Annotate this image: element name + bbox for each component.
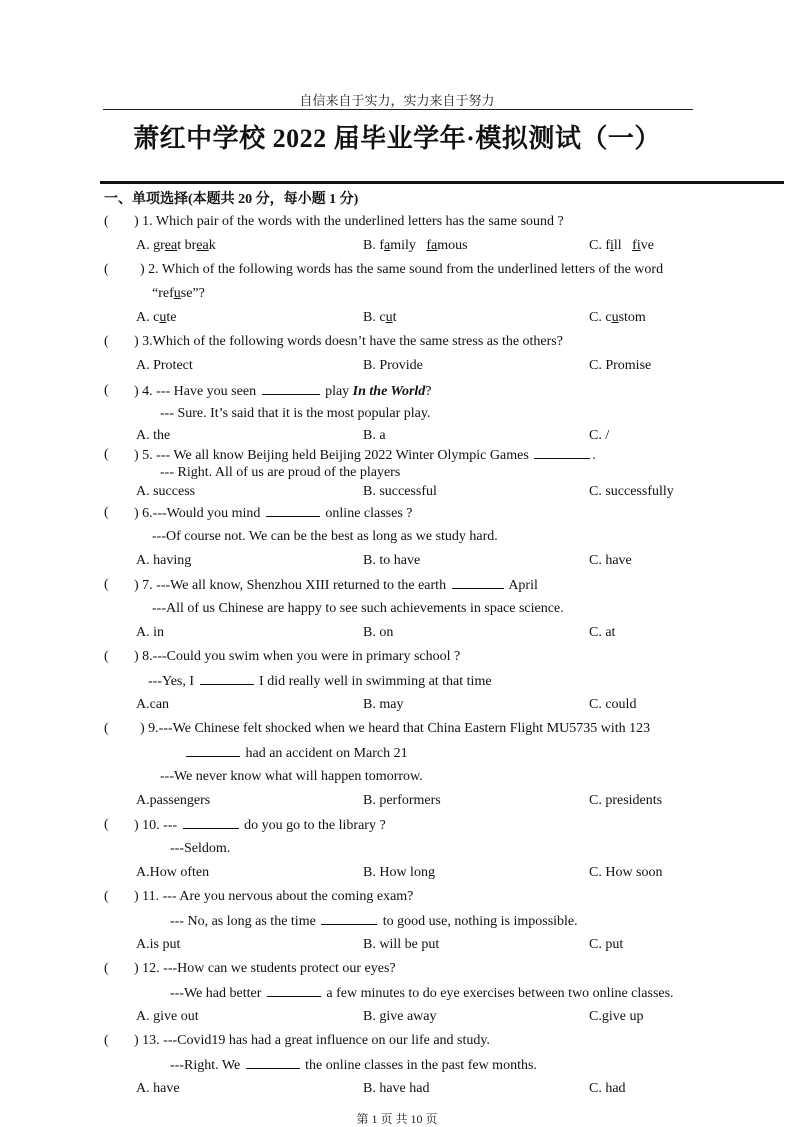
question-12-option-c: C.give up — [589, 1009, 644, 1024]
question-4-option-b: B. a — [363, 428, 386, 443]
answer-blank — [246, 1056, 300, 1069]
answer-blank — [183, 816, 239, 829]
question-10-option-a: A.How often — [136, 865, 210, 880]
answer-blank — [452, 576, 504, 589]
answer-paren: ( — [104, 214, 109, 229]
answer-paren: ( — [104, 961, 109, 976]
question-8-stem: ) 8.---Could you swim when you were in primary school ? — [134, 649, 461, 664]
answer-paren: ( — [104, 334, 109, 349]
question-1-stem: ) 1. Which pair of the words with the underlined letters has the same sound ? — [134, 214, 564, 229]
question-13-option-b: B. have had — [363, 1081, 430, 1096]
question-9-option-b: B. performers — [363, 793, 441, 808]
question-1-option-b: B. family famous — [363, 238, 468, 253]
page-title: 萧红中学校 2022 届毕业学年·模拟测试（一） — [133, 124, 661, 153]
question-6-option-a: A. having — [136, 553, 192, 568]
question-5-option-b: B. successful — [363, 484, 437, 499]
question-12-stem: ) 12. ---How can we students protect our eyes? — [134, 961, 396, 976]
title-divider — [100, 181, 784, 184]
question-2-option-c: C. custom — [589, 310, 646, 325]
question-4-option-c: C. / — [589, 428, 610, 443]
question-11-stem: ) 11. --- Are you nervous about the coming exam? — [134, 889, 414, 904]
question-2-option-a: A. cute — [136, 310, 177, 325]
answer-blank — [200, 672, 254, 685]
answer-paren: ( — [104, 721, 109, 736]
question-12-option-b: B. give away — [363, 1009, 437, 1024]
question-12-option-a: A. give out — [136, 1009, 199, 1024]
question-4-stem: ) 4. --- Have you seen play In the World? — [134, 384, 432, 399]
question-5-stem: ) 5. --- We all know Beijing held Beijing 2022 Winter Olympic Games . — [134, 448, 596, 463]
question-3-option-a: A. Protect — [136, 358, 193, 373]
question-6-stem: ) 6.---Would you mind online classes ? — [134, 506, 413, 521]
question-8-option-b: B. may — [363, 697, 404, 712]
answer-blank — [266, 504, 320, 517]
answer-paren: ( — [104, 505, 109, 520]
question-8-option-a: A.can — [136, 697, 170, 712]
question-9-option-c: C. presidents — [589, 793, 663, 808]
question-2-stem-cont: “refuse”? — [152, 286, 205, 301]
answer-blank — [262, 382, 320, 395]
question-5-option-c: C. successfully — [589, 484, 674, 499]
question-7-stem: ) 7. ---We all know, Shenzhou XIII returned to the earth April — [134, 578, 538, 593]
question-10-option-c: C. How soon — [589, 865, 663, 880]
answer-blank — [267, 984, 321, 997]
answer-paren: ( — [104, 817, 109, 832]
question-11-option-a: A.is put — [136, 937, 181, 952]
question-2-option-b: B. cut — [363, 310, 397, 325]
question-9-option-a: A.passengers — [136, 793, 211, 808]
page-number: 第 1 页 共 10 页 — [356, 1112, 438, 1126]
question-10-stem: ) 10. --- do you go to the library ? — [134, 818, 386, 833]
question-11-option-b: B. will be put — [363, 937, 440, 952]
question-13-option-a: A. have — [136, 1081, 180, 1096]
question-7-option-b: B. on — [363, 625, 394, 640]
question-9-stem: ) 9.---We Chinese felt shocked when we heard that China Eastern Flight MU5735 with 123 — [140, 721, 651, 736]
question-12-reply: ---We had better a few minutes to do eye exercises between two online classes. — [170, 986, 674, 1001]
question-8-option-c: C. could — [589, 697, 637, 712]
question-6-option-b: B. to have — [363, 553, 421, 568]
answer-paren: ( — [104, 262, 109, 277]
question-5-reply: --- Right. All of us are proud of the players — [160, 465, 401, 480]
question-4-reply: --- Sure. It’s said that it is the most popular play. — [160, 406, 431, 421]
question-10-reply: ---Seldom. — [170, 841, 231, 856]
answer-blank — [321, 912, 377, 925]
answer-paren: ( — [104, 1033, 109, 1048]
section-heading: 一、单项选择(本题共 20 分，每小题 1 分) — [104, 192, 359, 207]
question-13-stem: ) 13. ---Covid19 has had a great influence on our life and study. — [134, 1033, 490, 1048]
question-11-reply: --- No, as long as the time to good use, nothing is impossible. — [170, 914, 578, 929]
question-13-option-c: C. had — [589, 1081, 626, 1096]
header-divider — [103, 109, 693, 110]
question-8-reply: ---Yes, I I did really well in swimming at that time — [148, 674, 492, 689]
question-2-stem: ) 2. Which of the following words has the same sound from the underlined letters of the word — [140, 262, 664, 277]
question-7-option-a: A. in — [136, 625, 164, 640]
page-motto: 自信来自于实力，实力来自于努力 — [299, 93, 495, 108]
answer-paren: ( — [104, 383, 109, 398]
answer-paren: ( — [104, 447, 109, 462]
question-4-option-a: A. the — [136, 428, 171, 443]
question-11-option-c: C. put — [589, 937, 624, 952]
question-9-reply: ---We never know what will happen tomorrow. — [160, 769, 423, 784]
question-10-option-b: B. How long — [363, 865, 435, 880]
question-7-option-c: C. at — [589, 625, 616, 640]
question-3-option-b: B. Provide — [363, 358, 423, 373]
answer-paren: ( — [104, 889, 109, 904]
answer-paren: ( — [104, 649, 109, 664]
question-3-option-c: C. Promise — [589, 358, 652, 373]
question-7-reply: ---All of us Chinese are happy to see such achievements in space science. — [152, 601, 564, 616]
question-6-option-c: C. have — [589, 553, 632, 568]
question-1-option-c: C. fill five — [589, 238, 654, 253]
answer-paren: ( — [104, 577, 109, 592]
answer-blank — [534, 446, 590, 459]
question-1-option-a: A. great break — [136, 238, 216, 253]
question-9-stem-cont: had an accident on March 21 — [184, 744, 408, 763]
answer-blank — [186, 744, 240, 757]
question-5-option-a: A. success — [136, 484, 196, 499]
question-3-stem: ) 3.Which of the following words doesn’t have the same stress as the others? — [134, 334, 563, 349]
question-6-reply: ---Of course not. We can be the best as long as we study hard. — [152, 529, 498, 544]
question-13-reply: ---Right. We the online classes in the past few months. — [170, 1058, 537, 1073]
